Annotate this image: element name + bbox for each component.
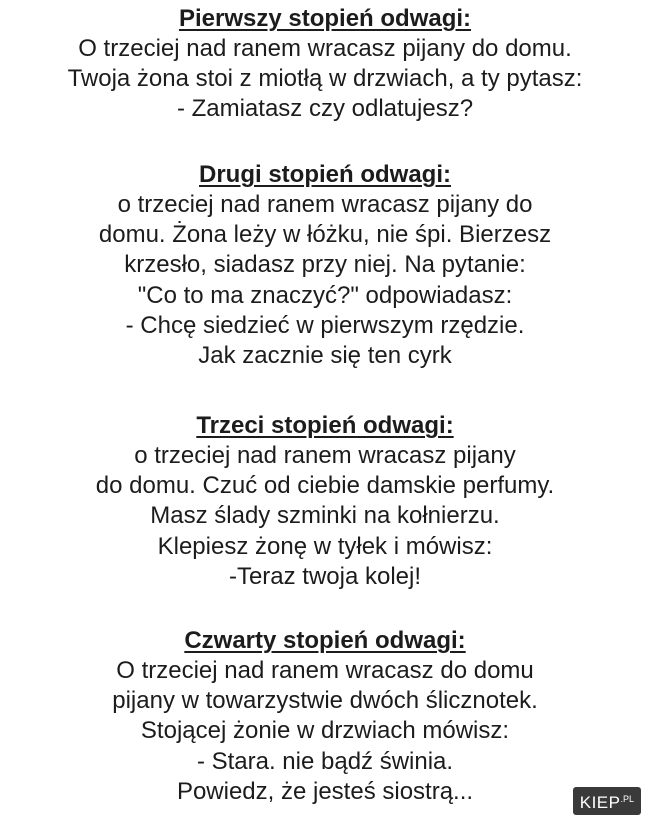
section-third-degree — [0, 411, 650, 592]
text-line: O trzeciej nad ranem wracasz pijany do domu. — [78, 35, 572, 62]
section-second-degree — [0, 160, 650, 371]
text-line: domu. Żona leży w łóżku, nie śpi. Bierzesz — [98, 221, 552, 249]
text-line: o trzeciej nad ranem wracasz pijany — [134, 442, 516, 469]
section-fourth-degree — [0, 626, 650, 807]
watermark-brand: KIEP — [579, 793, 621, 812]
text-line: Masz ślady szminki na kołnierzu. — [150, 502, 500, 530]
text-line: O trzeciej nad ranem wracasz do domu — [116, 657, 534, 684]
text-line: "Co to ma znaczyć?" odpowiadasz: — [137, 281, 513, 309]
text-line: - Chcę siedzieć w pierwszym rzędzie. — [125, 311, 525, 339]
section-heading: Drugi stopień odwagi: — [199, 161, 451, 188]
section-heading: Pierwszy stopień odwagi: — [178, 5, 472, 32]
section-heading: Czwarty stopień odwagi: — [184, 627, 466, 654]
text-line: - Stara. nie bądź świnia. — [196, 747, 454, 775]
section-first-degree — [0, 4, 650, 125]
text-line: do domu. Czuć od ciebie damskie perfumy. — [95, 472, 555, 500]
text-line: Stojącej żonie w drzwiach mówisz: — [140, 717, 510, 745]
text-line: - Zamiatasz czy odlatujesz? — [176, 95, 474, 123]
text-line: Twoja żona stoi z miotłą w drzwiach, a ty pytasz: — [67, 65, 583, 93]
section-heading: Trzeci stopień odwagi: — [196, 412, 454, 439]
text-line: krzesło, siadasz przy niej. Na pytanie: — [124, 251, 526, 279]
text-line: -Teraz twoja kolej! — [228, 562, 422, 590]
text-line: Jak zacznie się ten cyrk — [198, 341, 452, 369]
text-line: pijany w towarzystwie dwóch ślicznotek. — [112, 687, 538, 715]
watermark-tld: .PL — [620, 794, 634, 804]
text-line: Klepiesz żonę w tyłek i mówisz: — [157, 532, 493, 560]
kiep-watermark-logo — [573, 787, 641, 815]
text-line: o trzeciej nad ranem wracasz pijany do — [117, 191, 533, 218]
text-line: Powiedz, że jesteś siostrą... — [176, 777, 474, 805]
